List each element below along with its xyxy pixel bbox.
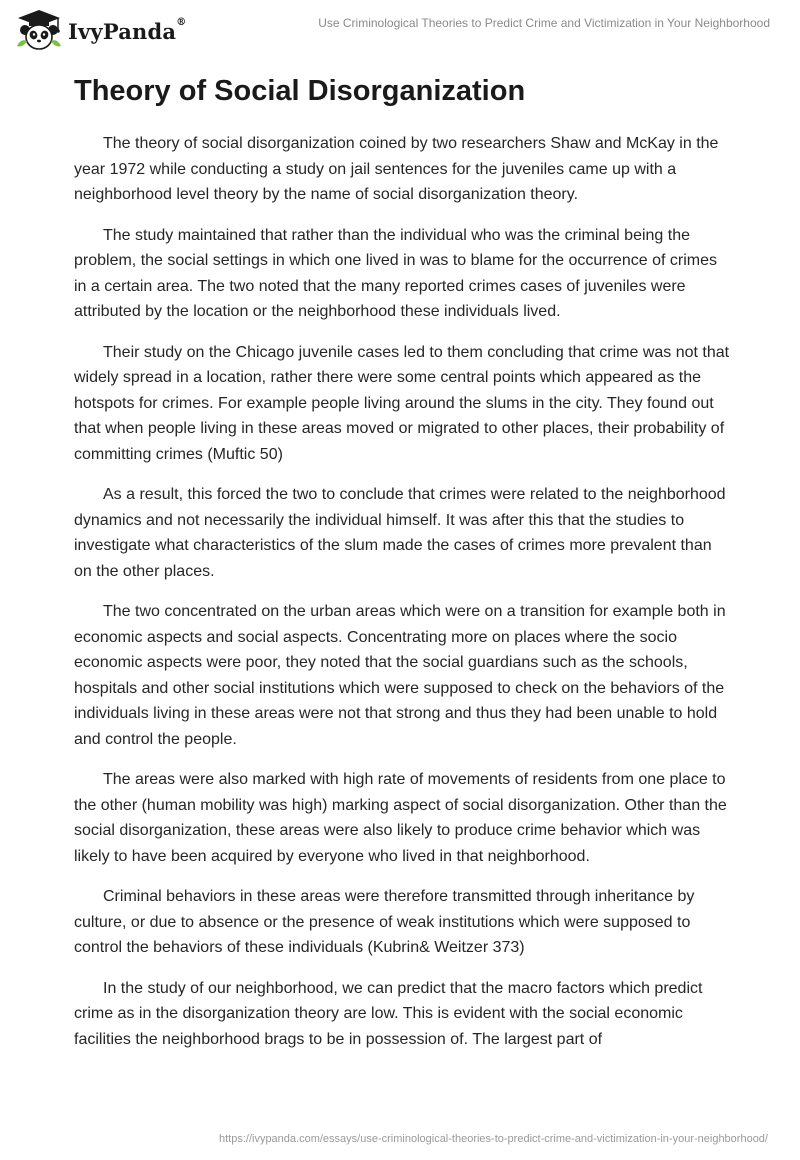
brand-name (68, 16, 187, 44)
paragraph: Criminal behaviors in these areas were therefore transmitted through inheritance by culture, or due to absence or the presence of weak institutions which were supposed to control the behaviors of these individuals (Kubrin& Weitzer 373) (74, 888, 695, 956)
section-heading: Theory of Social Disorganization (74, 75, 526, 107)
paragraph: As a result, this forced the two to conclude that crimes were related to the neighborhood dynamics and not necessarily the individual himself. It was after this that the studies to investigate what characteristics of the slum made the cases of crimes more prevalent than on the other places. (74, 486, 726, 580)
paragraph: The study maintained that rather than the individual who was the criminal being the problem, the social settings in which one lived in was to blame for the occurrence of crimes in a certain area. The two noted that the many reported crimes cases of juveniles were attributed by the location or the neighborhood these individuals lived. (74, 226, 717, 320)
brand-name-text: IvyPanda (68, 18, 177, 44)
paragraph: The two concentrated on the urban areas which were on a transition for example both in economic aspects and social aspects. Concentrating more on places where the socio economic aspects were poor, they noted that the social guardians such as the schools, hospitals and other social institutions which were supposed to check on the behaviors of the individuals living in these areas were not that strong and thus they had been unable to hold and control the people. (74, 603, 726, 748)
article-body (74, 72, 730, 1067)
document-title: Use Criminological Theories to Predict Crime and Victimization in Your Neighborhood (318, 16, 770, 30)
paragraph: In the study of our neighborhood, we can predict that the macro factors which predict crime as in the disorganization theory are low. This is evident with the social economic facilities the neighborhood brags to be in possession of. The largest part of (74, 979, 703, 1048)
paragraph: The theory of social disorganization coined by two researchers Shaw and McKay in the year 1972 while conducting a study on jail sentences for the juveniles came up with a neighborhood level theory by the name of social disorganization theory. (74, 135, 719, 203)
registered-mark: ® (176, 16, 187, 28)
page-header (0, 0, 800, 60)
paragraph: Their study on the Chicago juvenile cases led to them concluding that crime was not that widely spread in a location, rather there were some central points which appeared as the hotspots for crimes. For example people living around the slums in the city. They found out that when people living in these areas moved or migrated to other places, their probability of committing crimes (Muftic 50) (74, 343, 730, 463)
brand-logo[interactable] (14, 8, 186, 52)
panda-graduate-icon (14, 8, 64, 52)
paragraph: The areas were also marked with high rate of movements of residents from one place to the other (human mobility was high) marking aspect of social disorganization. Other than the social disorganization, these areas were also likely to produce crime behavior which was likely to have been acquired by everyone who lived in that neighborhood. (74, 771, 727, 865)
source-url[interactable]: https://ivypanda.com/essays/use-criminological-theories-to-predict-crime-and-victimization-in-your-neighborhood/ (218, 1133, 768, 1145)
